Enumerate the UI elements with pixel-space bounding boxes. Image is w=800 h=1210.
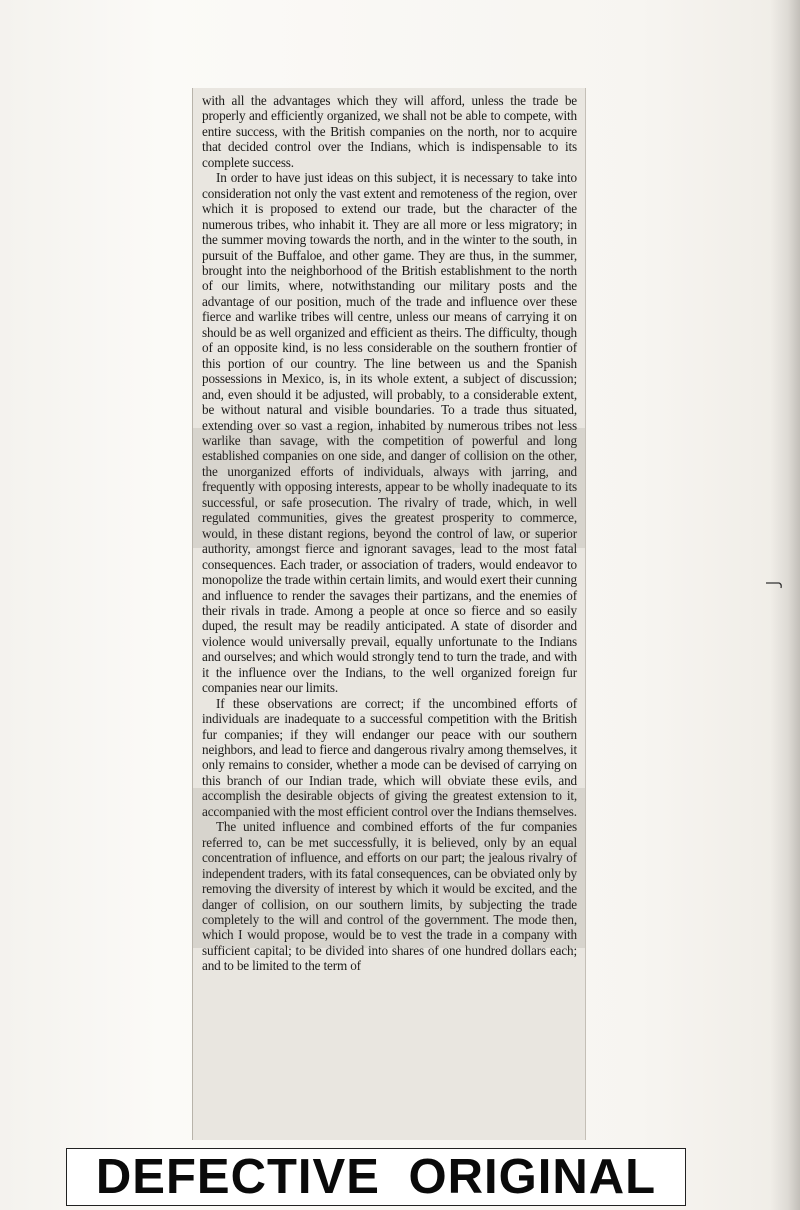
paragraph-1: with all the advantages which they will afford, unless the trade be properly and efficiently organized, we shall not be able to compete, with entire success, with the British companies on the north, nor to acquire that decided control over the Indians, which is indispensable to its complete success. [202,93,577,170]
paragraph-4: The united influence and combined efforts of the fur companies referred to, can be met successfully, it is believed, only by an equal concentration of influence, and efforts on our part; the jealous rivalry of independent traders, with its fatal consequences, can be obviated only by removing the diversity of interest by which it would be excited, and the danger of collision, on our southern limits, by subjecting the trade completely to the will and control of the government. The mode then, which I would propose, would be to vest the trade in a company with sufficient capital; to be divided into shares of one hundred dollars each; and to be limited to the term of [202,819,577,974]
banner-label: DEFECTIVE ORIGINAL [95,1150,657,1204]
defective-original-banner [66,1148,686,1206]
scan-smudge [193,428,586,548]
scan-smudge [193,788,586,948]
page-edge-shadow [770,0,800,1210]
paragraph-2: In order to have just ideas on this subject, it is necessary to take into consideration not only the vast extent and remoteness of the region, over which it is proposed to extend our trade, but the character of the numerous tribes, who inhabit it. They are all more or less migratory; in the summer moving towards the north, and in the winter to the south, in pursuit of the Buffaloe, and other game. They are thus, in the summer, brought into the neighborhood of the British establishment to the north of our limits, where, notwithstanding our military posts and the advantage of our position, much of the trade and influence over these fierce and warlike tribes will centre, unless our means of carrying it on should be as well organized and efficient as theirs. The difficulty, though of an opposite kind, is no less considerable on the southern frontier of this portion of our country. The line between us and the Spanish possessions in Mexico, is, in its whole extent, a subject of discussion; and, even should it be adjusted, will probably, to a considerable extent, be without natural and visible boundaries. To a trade thus situated, extending over so vast a region, inhabited by numerous tribes not less warlike than savage, with the competition of powerful and long established companies on one side, and danger of collision on the other, the unorganized efforts of individuals, always with jarring, and frequently with opposing interests, appear to be wholly inadequate to its successful, or safe prosecution. The rivalry of trade, which, in well regulated communities, gives the greatest prosperity to commerce, would, in these distant regions, beyond the control of law, or superior authority, amongst fierce and ignorant savages, lead to the most fatal consequences. Each trader, or association of traders, would endeavor to monopolize the trade within certain limits, and would exert their cunning and influence to render the savages their partizans, and the enemies of their rivals in trade. Among a people at once so fierce and so easily duped, the result may be readily anticipated. A state of disorder and violence would universally prevail, equally unfortunate to the Indians and ourselves; and which would strongly tend to turn the trade, and with it the influence over the Indians, to the well organized foreign fur companies near our limits. [202,170,577,696]
newspaper-clipping [192,88,586,1140]
paragraph-3: If these observations are correct; if the uncombined efforts of individuals are inadequate to a successful competition with the British fur companies; if they will endanger our peace with our southern neighbors, and lead to fierce and dangerous rivalry among themselves, it only remains to consider, whether a mode can be devised of carrying on this branch of our Indian trade, which will obviate these evils, and accomplish the desirable objects of giving the greatest extension to it, accompanied with the most efficient control over the Indians themselves. [202,695,577,819]
margin-tick-mark [765,578,783,590]
